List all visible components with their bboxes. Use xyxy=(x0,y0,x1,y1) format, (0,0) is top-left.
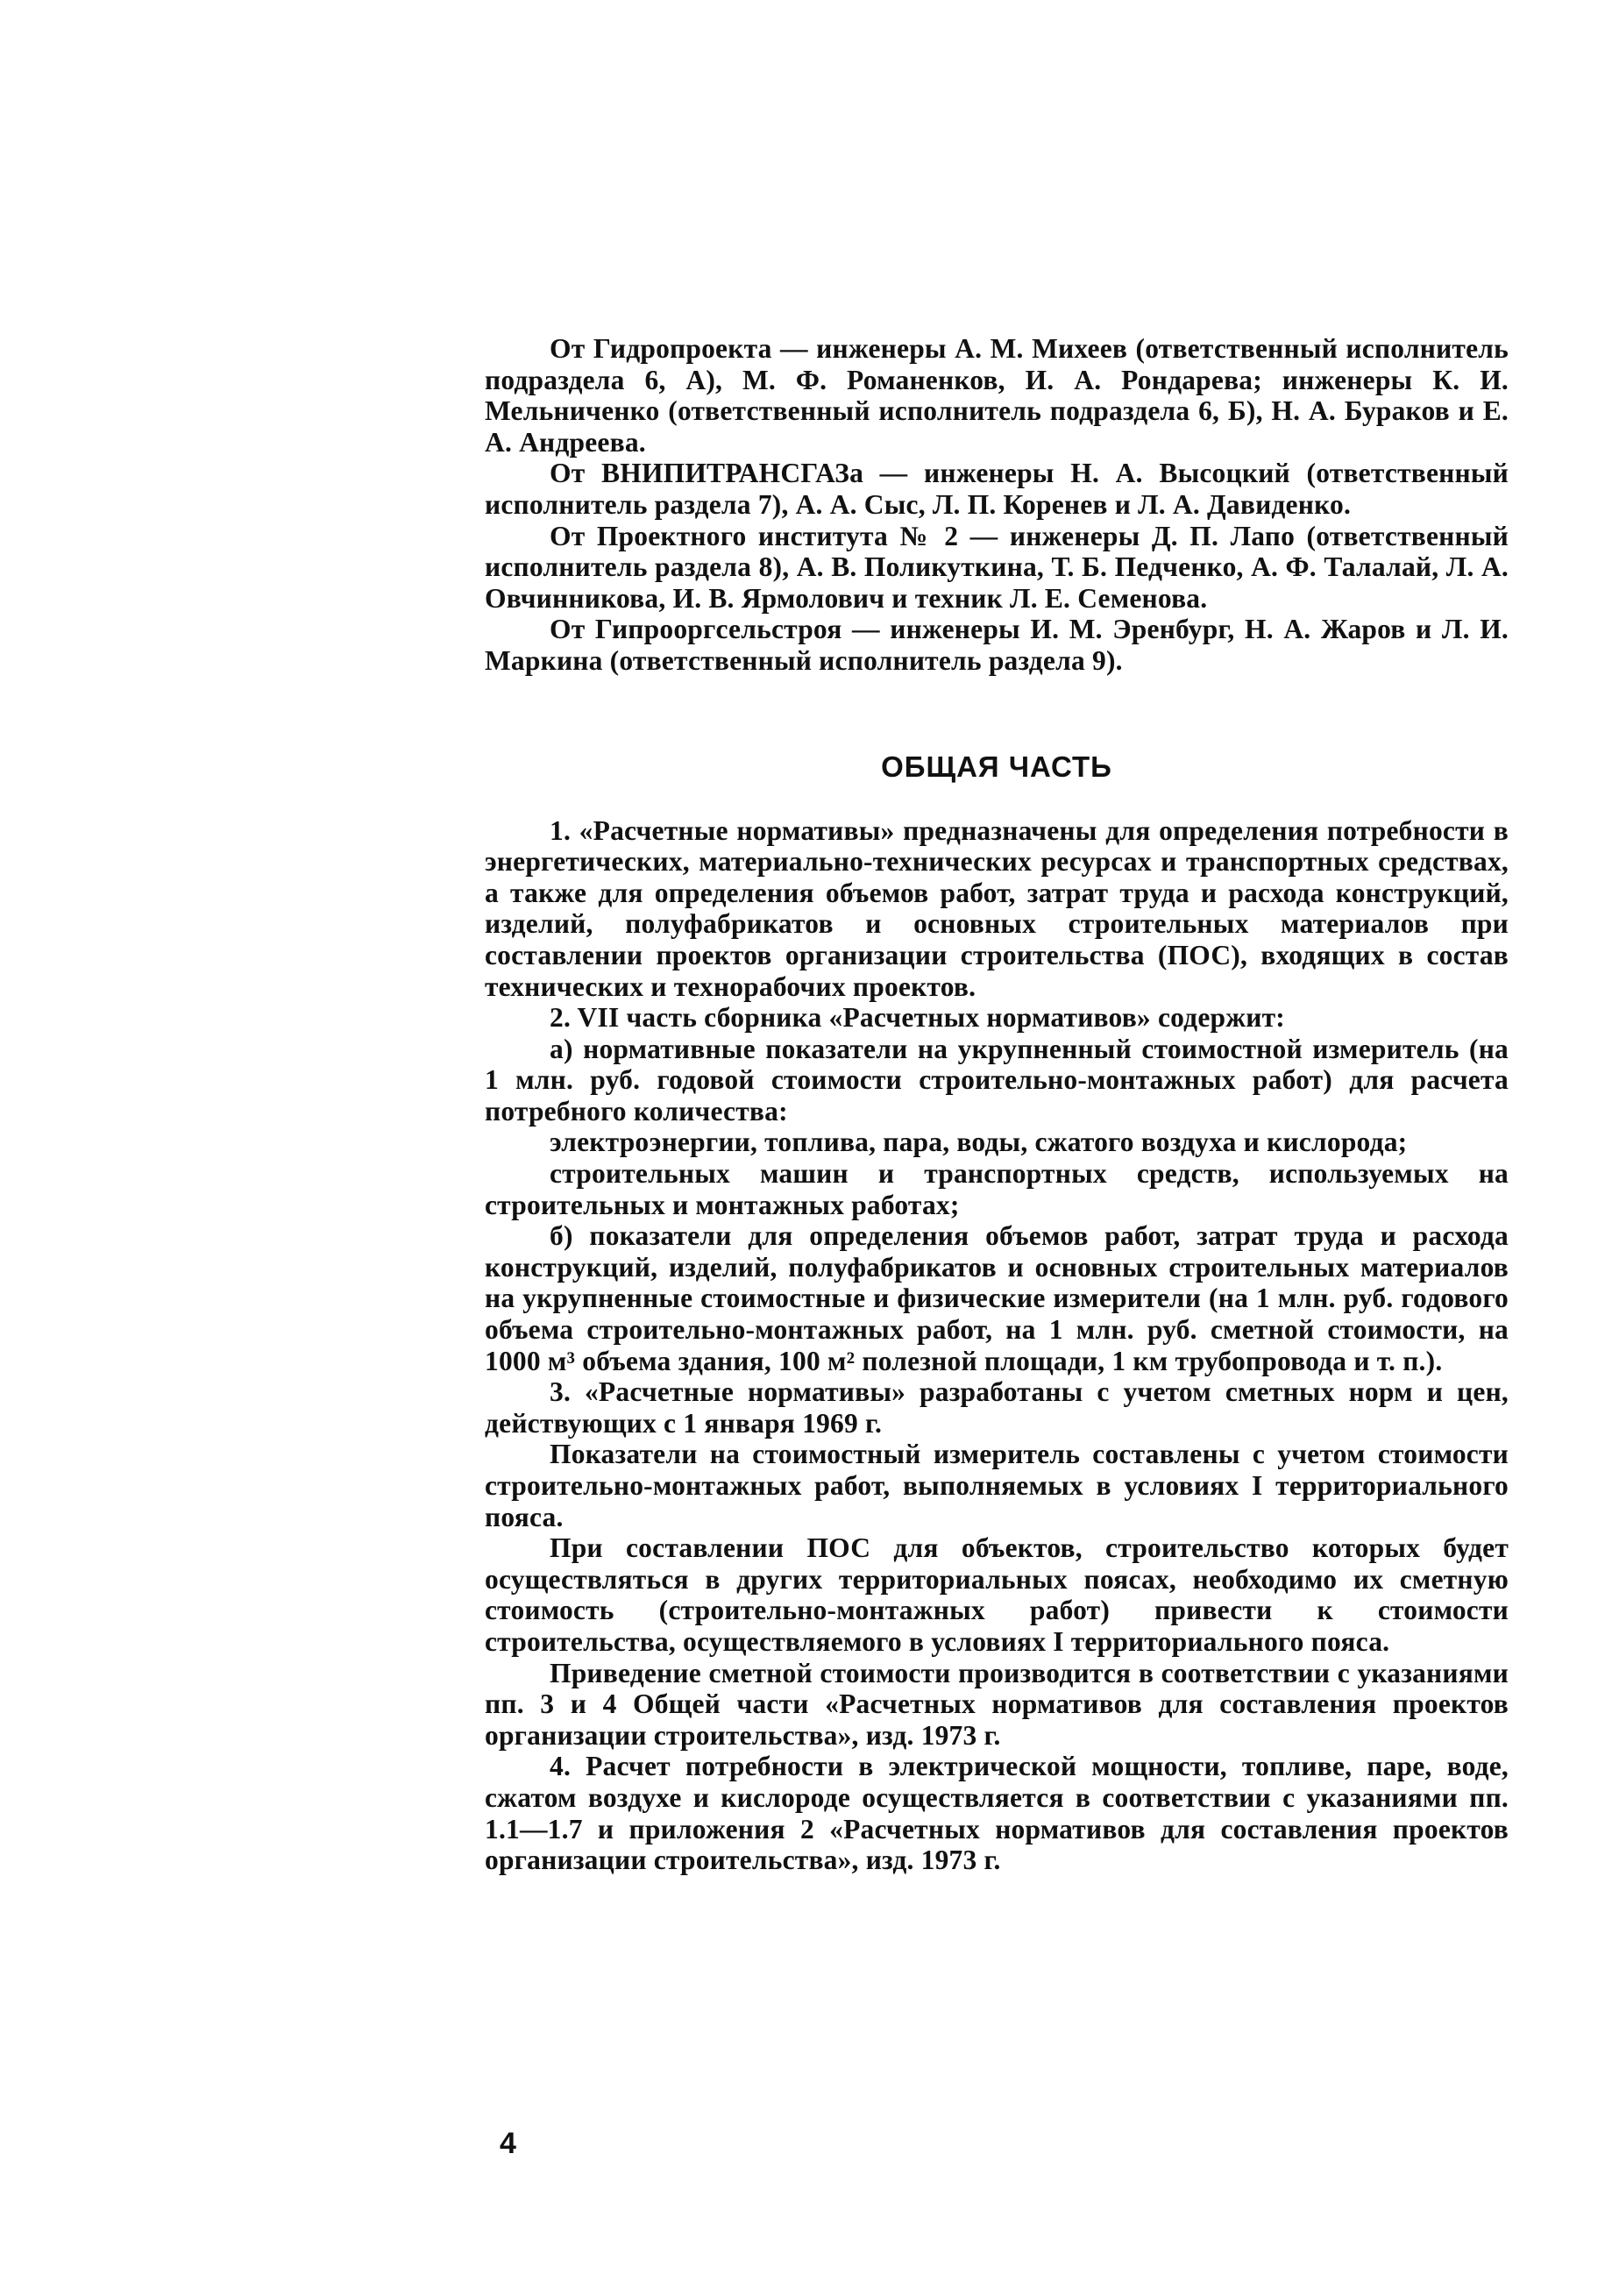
paragraph-3c: Приведение сметной стоимости производится в соответствии с указаниями пп. 3 и 4 Общей части «Расчетных нормативов для составления проектов организации строительства», изд. 1973 г. xyxy=(485,1657,1509,1751)
paragraph-3a: Показатели на стоимостный измеритель составлены с учетом стоимости строительно-монтажных работ, выполняемых в условиях I территориального пояса. xyxy=(485,1439,1509,1532)
paragraph-3: 3. «Расчетные нормативы» разработаны с учетом сметных норм и цен, действующих с 1 января 1969 г. xyxy=(485,1376,1509,1439)
paragraph-2: 2. VII часть сборника «Расчетных нормативов» содержит: xyxy=(550,1002,1285,1034)
credit-giproorgselstroy: От Гипрооргсельстроя — инженеры И. М. Эренбург, Н. А. Жаров и Л. И. Маркина (ответственный исполнитель раздела 9). xyxy=(485,614,1509,676)
paragraph-2b: б) показатели для определения объемов работ, затрат труда и расхода конструкций, изделий, полуфабрикатов и основных строительных материалов на укрупненные стоимостные и физические измерители (на 1 млн. руб. годового объема строительно-монтажных работ, на 1 млн. руб. сметной стоимости, на 1000 м³ объема здания, 100 м² полезной площади, 1 км трубопровода и т. п.). xyxy=(485,1220,1509,1376)
paragraph-3b: При составлении ПОС для объектов, строительство которых будет осуществляться в других территориальных поясах, необходимо их сметную стоимость (строительно-монтажных работ) привести к стоимости строительства, осуществляемого в условиях I территориального пояса. xyxy=(485,1532,1509,1657)
paragraph-2a-item-2: строительных машин и транспортных средств, используемых на строительных и монтажных работах; xyxy=(485,1158,1509,1220)
paragraph-1: 1. «Расчетные нормативы» предназначены для определения потребности в энергетических, материально-технических ресурсах и транспортных средствах, а также для определения объемов работ, затрат труда и расхода конструкций, изделий, полуфабрикатов и основных строительных материалов при составлении проектов организации строительства (ПОС), входящих в состав технических и технорабочих проектов. xyxy=(485,814,1509,1002)
credit-project-institute-2: От Проектного института № 2 — инженеры Д. П. Лапо (ответственный исполнитель раздела 8), А. В. Поликуткина, Т. Б. Педченко, А. Ф. Талалай, Л. А. Овчинникова, И. В. Ярмолович и техник Л. Е. Семенова. xyxy=(485,520,1509,614)
paragraph-2a: а) нормативные показатели на укрупненный стоимостной измеритель (на 1 млн. руб. годовой стоимости строительно-монтажных работ) для расчета потребного количества: xyxy=(485,1033,1509,1127)
section-heading: ОБЩАЯ ЧАСТЬ xyxy=(881,750,1112,783)
credit-vnipitransgaz: От ВНИПИТРАНСГАЗа — инженеры Н. А. Высоцкий (ответственный исполнитель раздела 7), А. А. Сыс, Л. П. Коренев и Л. А. Давиденко. xyxy=(485,458,1509,520)
paragraph-2a-item-1: электроэнергии, топлива, пара, воды, сжатого воздуха и кислорода; xyxy=(550,1127,1408,1158)
page-number: 4 xyxy=(500,2127,516,2160)
credit-gidroproekt: От Гидропроекта — инженеры А. М. Михеев (ответственный исполнитель подраздела 6, А), М. Ф. Романенков, И. А. Рондарева; инженеры К. И. Мельниченко (ответственный исполнитель подраздела 6, Б), Н. А. Бураков и Е. А. Андреева. xyxy=(485,333,1509,458)
paragraph-4: 4. Расчет потребности в электрической мощности, топливе, паре, воде, сжатом воздухе и кислороде осуществляется в соответствии с указаниями пп. 1.1—1.7 и приложения 2 «Расчетных нормативов для составления проектов организации строительства», изд. 1973 г. xyxy=(485,1751,1509,1876)
document-page xyxy=(485,333,1509,1876)
